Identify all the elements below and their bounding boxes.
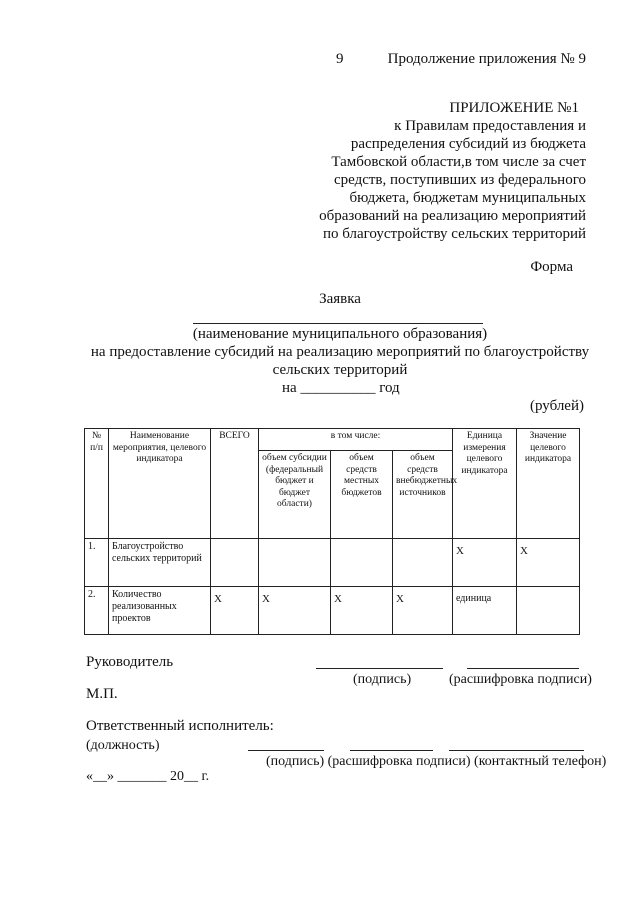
row-value: X (517, 539, 580, 587)
year-blank: __________ (300, 380, 376, 396)
table-row (85, 539, 580, 587)
row-federal: X (259, 587, 331, 635)
header-num: № п/п (85, 429, 109, 539)
year-suffix: год (379, 380, 400, 396)
executor-captions: (подпись) (расшифровка подписи) (контактный телефон) (266, 754, 607, 769)
appendix-line: бюджета, бюджетам муниципальных (349, 190, 586, 206)
executor-label: Ответственный исполнитель: (86, 718, 274, 734)
purpose-line-1: на предоставление субсидий на реализацию мероприятий по благоустройству (90, 344, 590, 360)
header-value: Значение целевого индикатора (517, 429, 580, 539)
header-name: Наименование мероприятия, целевого индикатора (109, 429, 211, 539)
row-total (211, 539, 259, 587)
year-line (282, 379, 400, 397)
head-label: Руководитель (86, 654, 174, 670)
row-num: 2. (85, 587, 109, 635)
row-name: Количество реализованных проектов (109, 587, 211, 635)
request-title: Заявка (319, 291, 361, 307)
row-total: X (211, 587, 259, 635)
executor-phone-line (449, 750, 584, 751)
executor-decoding-line (350, 750, 433, 751)
appendix-title: ПРИЛОЖЕНИЕ №1 (449, 100, 579, 116)
row-name: Благоустройство сельских территорий (109, 539, 211, 587)
executor-signature-line (248, 750, 324, 751)
purpose-line-2: сельских территорий (272, 362, 408, 378)
municipality-caption: (наименование муниципального образования) (192, 326, 488, 342)
appendix-line: средств, поступивших из федерального (333, 172, 586, 188)
row-other (393, 539, 453, 587)
date-line: «__» _______ 20__ г. (86, 769, 210, 784)
page-number: 9 (336, 51, 344, 67)
form-label: Форма (530, 259, 573, 275)
appendix-line: Тамбовской области,в том числе за счет (331, 154, 586, 170)
row-local (331, 539, 393, 587)
row-unit: X (453, 539, 517, 587)
row-num: 1. (85, 539, 109, 587)
request-table (84, 428, 580, 635)
row-federal (259, 539, 331, 587)
header-local: объем средств местных бюджетов (331, 451, 393, 539)
appendix-line: по благоустройству сельских территорий (322, 226, 586, 242)
row-value (517, 587, 580, 635)
position-label: (должность) (86, 738, 160, 753)
municipality-line (193, 323, 483, 324)
appendix-line: образований на реализацию мероприятий (319, 208, 586, 224)
stamp-label: М.П. (86, 686, 118, 702)
head-decoding-caption: (расшифровка подписи) (449, 672, 592, 687)
appendix-line: к Правилам предоставления и (394, 118, 586, 134)
appendix-line: распределения субсидий из бюджета (350, 136, 586, 152)
header-federal: объем субсидии (федеральный бюджет и бюджет области) (259, 451, 331, 539)
continuation-note: Продолжение приложения № 9 (387, 51, 586, 67)
units-label: (рублей) (529, 398, 584, 414)
appendix-description (266, 117, 586, 243)
head-signature-line (316, 668, 443, 669)
header-including: в том числе: (259, 429, 453, 451)
head-decoding-line (467, 668, 579, 669)
row-local: X (331, 587, 393, 635)
table-row (85, 587, 580, 635)
header-total: ВСЕГО (211, 429, 259, 539)
row-unit: единица (453, 587, 517, 635)
year-prefix: на (282, 380, 297, 396)
head-signature-caption: (подпись) (353, 672, 412, 687)
row-other: X (393, 587, 453, 635)
header-other: объем средств внебюджетных источников (393, 451, 453, 539)
header-unit: Единица измерения целевого индикатора (453, 429, 517, 539)
